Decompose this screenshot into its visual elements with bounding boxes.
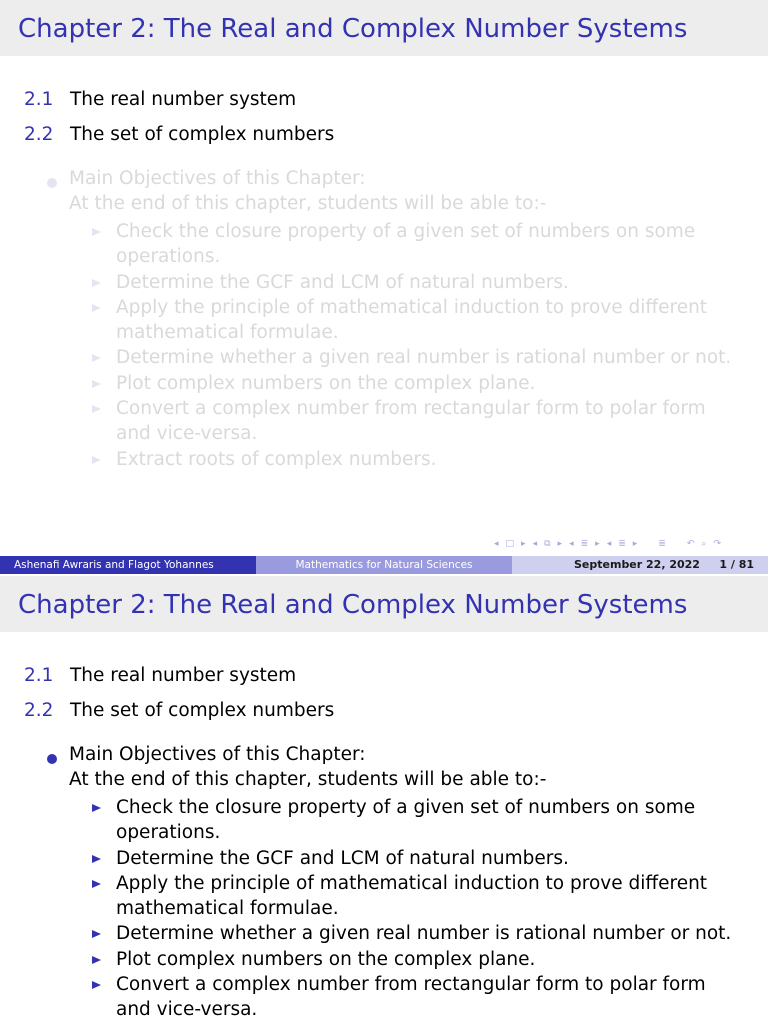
footer-course: Mathematics for Natural Sciences — [256, 556, 512, 574]
subsection-prev-icon[interactable]: ◂ — [532, 539, 538, 549]
frame-title: Chapter 2: The Real and Complex Number Systems — [18, 14, 688, 44]
objective-text: Determine the GCF and LCM of natural numbers. — [116, 847, 569, 869]
objective-item — [92, 219, 732, 270]
objective-text: Determine whether a given real number is rational number or not. — [116, 347, 732, 369]
section-label: The set of complex numbers — [70, 700, 335, 721]
bullet-triangle-icon — [92, 880, 101, 888]
section-next-icon[interactable]: ▸ — [595, 539, 600, 549]
bullet-triangle-icon — [92, 981, 101, 989]
subsubsection-next-icon[interactable]: ▸ — [632, 539, 638, 549]
section-number: 2.1 — [24, 89, 54, 110]
objectives-title: Main Objectives of this Chapter: — [69, 744, 366, 765]
section-label: The real number system — [70, 89, 297, 110]
bullet-triangle-icon — [92, 804, 101, 812]
section-list — [24, 88, 744, 158]
section-label: The set of complex numbers — [70, 124, 335, 145]
document-icon[interactable]: ≣ — [658, 539, 666, 549]
objective-item — [92, 947, 732, 972]
objective-item — [92, 447, 732, 472]
objective-text: Apply the principle of mathematical induction to prove different mathematical formulae. — [116, 872, 708, 920]
objective-text: Extract roots of complex numbers. — [116, 448, 437, 470]
objective-item — [92, 295, 732, 346]
bullet-dot-icon — [47, 178, 57, 188]
objective-item — [92, 795, 732, 846]
bullet-triangle-icon — [92, 405, 101, 413]
footer-page-number: 1 / 81 — [719, 558, 754, 571]
objectives-list — [92, 219, 732, 472]
frame-next-icon[interactable]: ▸ — [521, 539, 526, 549]
footer-authors: Ashenafi Awraris and Flagot Yohannes — [0, 556, 256, 574]
section-item[interactable] — [24, 88, 744, 123]
objectives-heading — [69, 166, 546, 216]
objective-item — [92, 270, 732, 295]
objectives-heading — [69, 742, 546, 792]
objective-item — [92, 871, 732, 922]
section-number: 2.1 — [24, 665, 54, 686]
frame-title: Chapter 2: The Real and Complex Number Systems — [18, 590, 688, 620]
footer-date-page — [512, 556, 768, 574]
bullet-dot-icon — [47, 754, 57, 764]
section-list — [24, 664, 744, 734]
bullet-triangle-icon — [92, 956, 101, 964]
objective-item — [92, 921, 732, 946]
objectives-title: Main Objectives of this Chapter: — [69, 168, 366, 189]
bullet-triangle-icon — [92, 380, 101, 388]
objective-text: Check the closure property of a given set of numbers on some operations. — [116, 221, 696, 268]
frame-title-bar — [0, 576, 768, 632]
frame-icon[interactable]: □ — [505, 539, 515, 549]
bullet-triangle-icon — [92, 930, 101, 938]
section-item[interactable] — [24, 699, 744, 734]
objectives-intro: At the end of this chapter, students will be able to:- — [69, 769, 547, 790]
bullet-triangle-icon — [92, 279, 101, 287]
objective-item — [92, 972, 732, 1023]
bullet-triangle-icon — [92, 304, 101, 312]
objective-text: Plot complex numbers on the complex plane. — [116, 948, 536, 970]
objective-text: Apply the principle of mathematical induction to prove different mathematical formulae. — [116, 296, 708, 344]
footer-bar — [0, 556, 768, 574]
objectives-list — [92, 795, 732, 1023]
section-prev-icon[interactable]: ◂ — [569, 539, 574, 549]
objective-text: Convert a complex number from rectangular form to polar form and vice-versa. — [116, 398, 706, 445]
objective-text: Determine whether a given real number is rational number or not. — [116, 923, 732, 945]
bullet-triangle-icon — [92, 228, 101, 236]
frame-title-bar — [0, 0, 768, 56]
beamer-navigation-bar — [494, 536, 721, 552]
section-icon[interactable]: ≣ — [580, 539, 589, 549]
subsubsection-prev-icon[interactable]: ◂ — [606, 539, 612, 549]
footer-date: September 22, 2022 — [574, 558, 700, 571]
section-item[interactable] — [24, 664, 744, 699]
search-icon[interactable]: ⌕ — [701, 539, 707, 549]
section-number: 2.2 — [24, 124, 54, 145]
section-item[interactable] — [24, 123, 744, 158]
subsubsection-icon[interactable]: ≣ — [618, 539, 626, 549]
redo-icon[interactable]: ↷ — [713, 539, 721, 549]
objective-text: Convert a complex number from rectangular form to polar form and vice-versa. — [116, 974, 706, 1021]
objective-text: Determine the GCF and LCM of natural numbers. — [116, 271, 569, 293]
bullet-triangle-icon — [92, 456, 101, 464]
subsection-next-icon[interactable]: ▸ — [557, 539, 563, 549]
objectives-intro: At the end of this chapter, students will be able to:- — [69, 193, 547, 214]
objective-item — [92, 345, 732, 370]
section-number: 2.2 — [24, 700, 54, 721]
slide-2 — [0, 576, 768, 1024]
bullet-triangle-icon — [92, 354, 101, 362]
objective-item — [92, 396, 732, 447]
section-label: The real number system — [70, 665, 297, 686]
objective-text: Check the closure property of a given set of numbers on some operations. — [116, 797, 696, 844]
objective-item — [92, 846, 732, 871]
bullet-triangle-icon — [92, 855, 101, 863]
objective-text: Plot complex numbers on the complex plane. — [116, 372, 536, 394]
objective-item — [92, 371, 732, 396]
undo-icon[interactable]: ↶ — [686, 539, 695, 549]
frame-prev-icon[interactable]: ◂ — [494, 539, 499, 549]
subsection-icon[interactable]: ⧉ — [544, 539, 551, 549]
